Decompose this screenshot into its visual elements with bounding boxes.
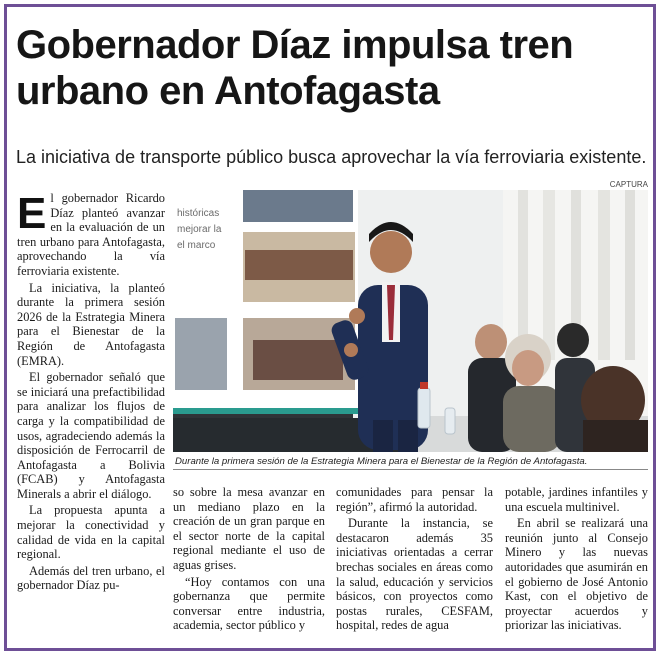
paragraph: En abril se realizará una reunión junto al Consejo Minero y las nuevas autoridades que asumirán en el gobierno de José Antonio Kast, con el objetivo de proyectar acuerdos y priorizar las iniciativas. bbox=[505, 516, 648, 633]
text-column-4 bbox=[505, 485, 648, 635]
paragraph-text: l gobernador Ricardo Díaz planteó avanzar en la evaluación de un tren urbano para Antofagasta, aprovechando la vía ferroviaria existente. bbox=[17, 191, 165, 278]
text-column-3 bbox=[336, 485, 493, 635]
paragraph: so sobre la mesa avanzar en un mediano plazo en la creación de un gran parque en el sector norte de la capital regional mediante el uso de aguas grises. bbox=[173, 485, 325, 572]
paragraph: potable, jardines infantiles y una escuela multinivel. bbox=[505, 485, 648, 514]
slide-text-line: el marco bbox=[177, 240, 216, 251]
speaker-photo-illustration bbox=[173, 190, 648, 452]
paragraph bbox=[17, 191, 165, 279]
paragraph: Además del tren urbano, el gobernador Díaz pu- bbox=[17, 563, 165, 593]
paragraph: El gobernador señaló que se iniciará una prefactibilidad para analizar los flujos de carga y la compatibilidad de usos, agradeciendo además la disposición de Ferrocarril de Antofagasta a Bolivia (FCAB) y Antofagasta Minerals a abrir el diálogo. bbox=[17, 370, 165, 501]
paragraph: La propuesta apunta a mejorar la conectividad y calidad de vida en la capital regional. bbox=[17, 503, 165, 562]
paragraph: Durante la instancia, se destacaron además 35 iniciativas orientadas a cerrar brechas sociales en áreas como la salud, educación y servicios básicos, con proyectos como postas rurales, CESFAM, hospital, redes de agua bbox=[336, 516, 493, 633]
paragraph: comunidades para pensar la región”, afirmó la autoridad. bbox=[336, 485, 493, 514]
paragraph: “Hoy contamos con una gobernanza que permite conversar entre industria, academia, sector público y bbox=[173, 574, 325, 633]
photo-caption: Durante la primera sesión de la Estrategia Minera para el Bienestar de la Región de Antofagasta. bbox=[173, 453, 648, 470]
slide-text-line: mejorar la bbox=[177, 224, 222, 235]
text-column-1 bbox=[17, 191, 165, 595]
headline: Gobernador Díaz impulsa tren urbano en Antofagasta bbox=[16, 23, 574, 113]
slide-text-line: históricas bbox=[177, 208, 220, 219]
text-column-2 bbox=[173, 485, 325, 635]
subheadline: La iniciativa de transporte público busca aprovechar la vía ferroviaria existente. bbox=[16, 147, 647, 167]
article-photo bbox=[173, 190, 648, 452]
drop-cap: E bbox=[17, 189, 47, 238]
paragraph: La iniciativa, la planteó durante la primera sesión 2026 de la Estrategia Minera para el Bienestar de la Región de Antofagasta (EMRA). bbox=[17, 280, 165, 368]
photo-credit: CAPTURA bbox=[609, 180, 648, 189]
